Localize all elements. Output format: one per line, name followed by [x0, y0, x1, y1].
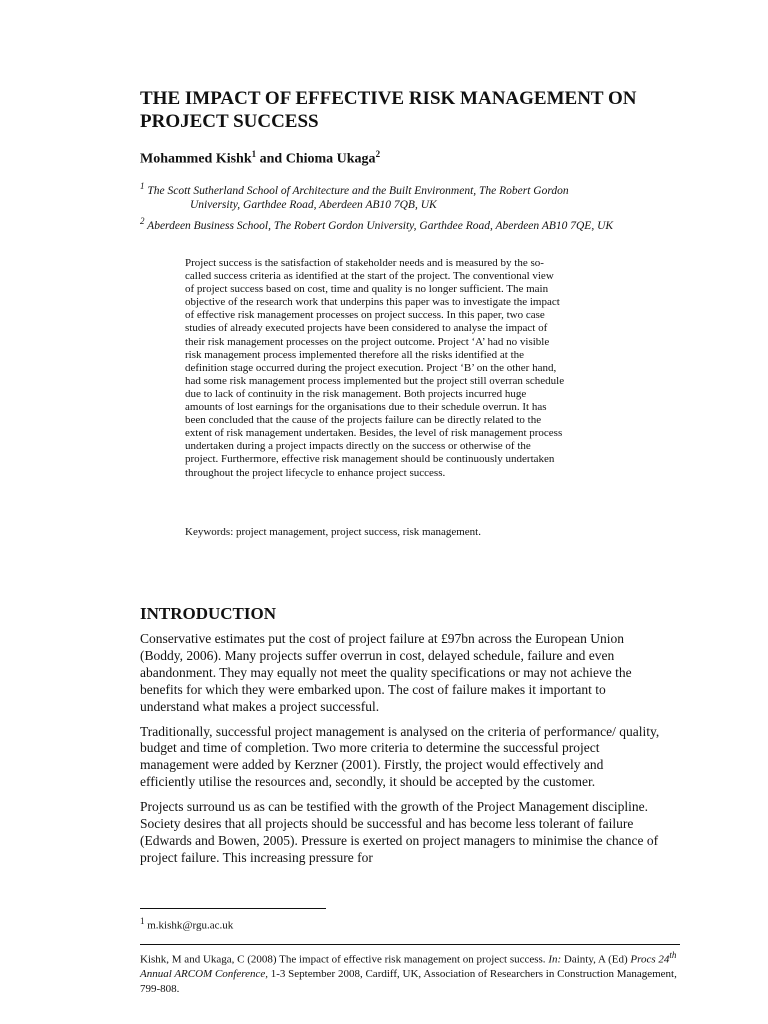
citation-block [140, 948, 680, 996]
author-1-marker: 1 [251, 149, 257, 159]
abstract-line: had some risk management process implemented but the project still overran schedule [185, 374, 565, 387]
affiliation-2 [140, 214, 700, 233]
abstract-line: their risk management processes on the project outcome. Project ‘A’ had no visible [185, 335, 550, 348]
citation-procs-rest: Annual ARCOM Conference, [140, 968, 269, 981]
abstract-line: objective of the research work that underpins this paper was to investigate the impact [185, 296, 560, 309]
introduction-body [140, 631, 660, 875]
author-2: Chioma Ukaga [285, 151, 376, 167]
section-heading-introduction: INTRODUCTION [140, 604, 277, 623]
body-paragraph: Traditionally, successful project management is analysed on the criteria of performance/ quality, budget and time of completion. Two more criteria to determine the successful project management were added by Kerzner (2001). Firstly, the project would effectively and efficiently utilise the resources and, secondly, it should be accepted by the customer. [140, 723, 660, 790]
body-paragraph: Projects surround us as can be testified with the growth of the Project Management discipline. Society desires that all projects should be successful and has become less tolerant of failure (Edwards and Bowen, 2005). Pressure is exerted on project managers to minimise the chance of project failure. This increasing pressure for [140, 799, 659, 865]
authors [140, 145, 380, 169]
abstract-line: extent of risk management undertaken. Besides, the level of risk management process [185, 427, 563, 440]
footnote-email: m.kishk@rgu.ac.uk [144, 919, 234, 932]
abstract-line: been concluded that the cause of the projects failure can be directly related to the [185, 414, 542, 427]
abstract-line: project. Furthermore, effective risk management should be continuously undertaken [185, 453, 555, 466]
affiliation-1-line-1: The Scott Sutherland School of Architecture and the Built Environment, The Robert Gordon [144, 184, 569, 197]
keywords: Keywords: project management, project success, risk management. [185, 526, 481, 538]
citation-procs-sup: th [669, 950, 677, 960]
abstract [185, 257, 635, 480]
footnote-marker: 1 [140, 916, 145, 926]
abstract-line: risk management process implemented therefore all the risks identified at the [185, 348, 525, 361]
abstract-line: definition stage occurred during the project execution. Project ‘B’ on the other hand, [185, 361, 557, 374]
abstract-line: of project success based on cost, time and quality is no longer sufficient. The main [185, 283, 549, 296]
body-paragraph: Conservative estimates put the cost of project failure at £97bn across the European Union (Boddy, 2006). Many projects suffer overrun in cost, delayed schedule, failure and even abandonment. They may equally not meet the quality specifications or may not achieve the benefits for which they were embarked upon. The cost of failure makes it important to understand what makes a project successful. [140, 631, 632, 714]
abstract-line: studies of already executed projects have been considered to analyse the impact of [185, 322, 548, 335]
citation-procs: Procs 24 [630, 953, 670, 966]
abstract-line: Project success is the satisfaction of stakeholder needs and is measured by the so- [185, 257, 544, 269]
abstract-line: due to lack of continuity in the risk management. Both projects incurred huge [185, 387, 527, 400]
footnote-divider [140, 908, 326, 909]
affiliation-1 [140, 179, 700, 212]
affiliation-2-marker: 2 [140, 216, 145, 226]
affiliation-1-line-2: University, Garthdee Road, Aberdeen AB10 7QB, UK [190, 198, 437, 211]
author-2-marker: 2 [375, 149, 381, 159]
authors-conjunction: and [256, 151, 286, 167]
footnote [140, 914, 233, 933]
abstract-line: amounts of lost earnings for the organisations due to their schedule overrun. It has [185, 401, 547, 414]
citation-part-1: Kishk, M and Ukaga, C (2008) The impact of effective risk management on project success. [140, 953, 549, 966]
citation-part-2: Dainty, A (Ed) [561, 953, 631, 966]
abstract-line: throughout the project lifecycle to enhance project success. [185, 466, 446, 479]
abstract-line: called success criteria as identified at the start of the project. The conventional view [185, 270, 554, 283]
affiliation-1-marker: 1 [140, 181, 145, 191]
affiliation-2-line-1: Aberdeen Business School, The Robert Gordon University, Garthdee Road, Aberdeen AB10 7QE, UK [144, 219, 614, 232]
author-1: Mohammed Kishk [140, 151, 252, 167]
citation-divider [140, 944, 680, 945]
citation-in: In: [548, 953, 562, 966]
abstract-line: of effective risk management processes on project success. In this paper, two case [185, 309, 545, 322]
citation-part-3: 1-3 September 2008, Cardiff, UK, Association of Researchers in Construction Management, 799-808. [140, 968, 677, 995]
paper-title: THE IMPACT OF EFFECTIVE RISK MANAGEMENT ON PROJECT SUCCESS [140, 88, 637, 132]
abstract-line: undertaken during a project impacts directly on the success or otherwise of the [185, 440, 531, 453]
